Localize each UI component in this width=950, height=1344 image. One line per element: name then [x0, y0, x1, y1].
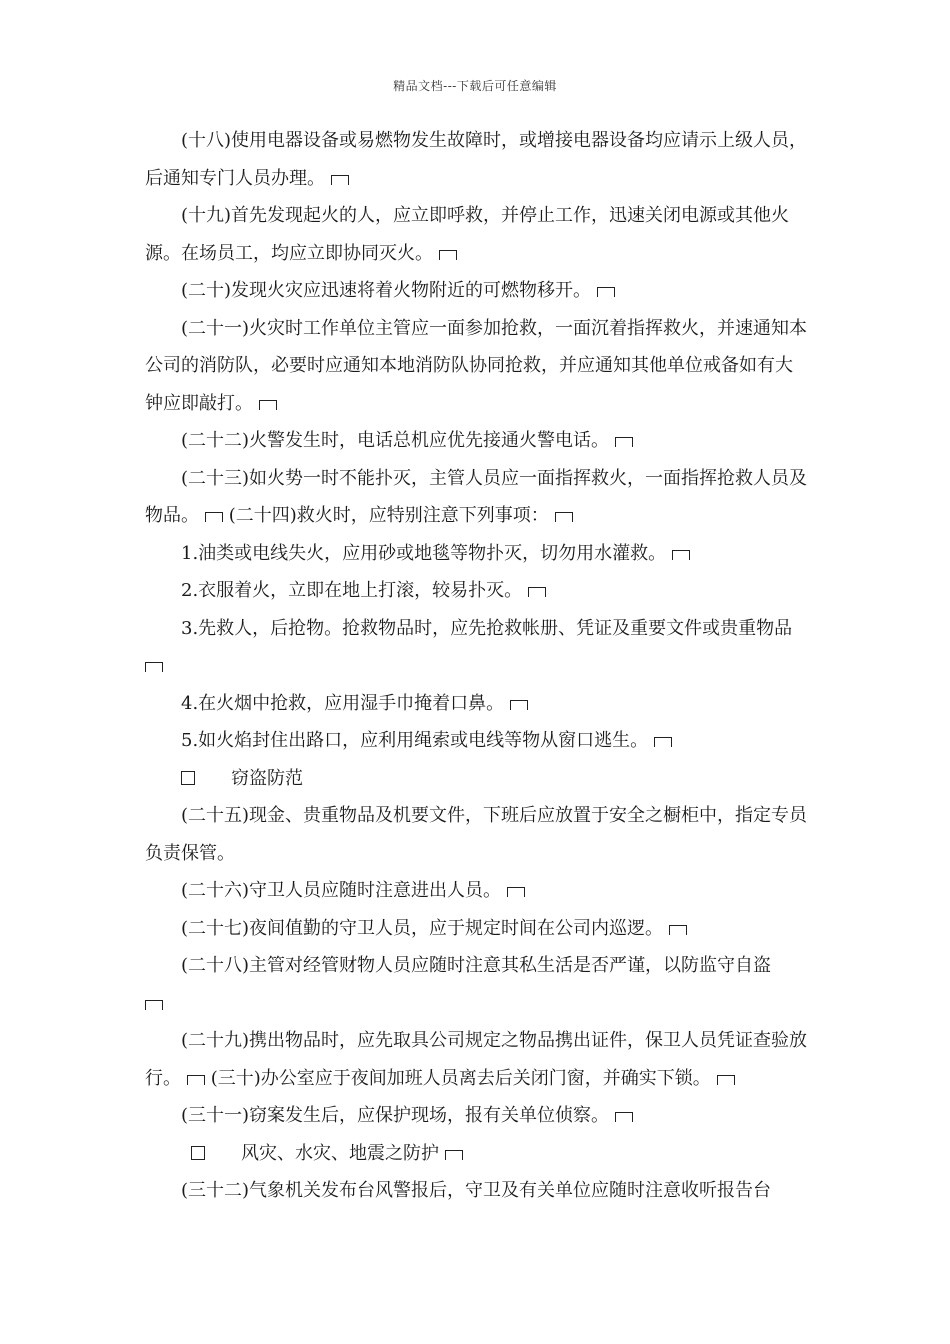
paragraph-text: (三十二)气象机关发布台风警报后，守卫及有关单位应随时注意收听报告台	[181, 1180, 772, 1201]
section-title: 风灾、水灾、地震之防护	[241, 1142, 439, 1164]
paragraph	[145, 272, 810, 310]
paragraph-text: (三十一)窃案发生后，应保护现场，报有关单位侦察。	[181, 1105, 610, 1126]
return-mark-icon	[654, 737, 672, 747]
return-mark-icon	[528, 587, 546, 597]
paragraph-text: (十九)首先发现起火的人，应立即呼救，并停止工作，迅速关闭电源或其他火源。在场员工，均应立即协同灭火。	[145, 205, 790, 264]
paragraph-text: (二十二)火警发生时，电话总机应优先接通火警电话。	[181, 430, 610, 451]
section-heading	[145, 760, 810, 798]
paragraph	[145, 422, 810, 460]
return-mark-icon	[145, 662, 163, 672]
paragraph	[145, 872, 810, 910]
paragraph-text: 4.在火烟中抢救，应用湿手巾掩着口鼻。	[181, 692, 505, 714]
return-mark-icon	[259, 400, 277, 410]
page-header: 精品文档---下载后可任意编辑	[393, 79, 557, 93]
return-mark-icon	[187, 1075, 205, 1085]
return-mark-icon	[145, 1000, 163, 1010]
paragraph	[145, 460, 810, 535]
paragraph-text: (二十)发现火灾应迅速将着火物附近的可燃物移开。	[181, 280, 592, 301]
return-mark-icon	[439, 250, 457, 260]
paragraph	[145, 1097, 810, 1135]
return-mark-icon	[205, 512, 223, 522]
return-mark-icon	[507, 887, 525, 897]
paragraph	[145, 535, 810, 573]
return-mark-icon	[672, 550, 690, 560]
return-mark-icon	[597, 287, 615, 297]
paragraph-text: (二十九)携出物品时，应先取具公司规定之物品携出证件，保卫人员凭证查验放行。	[145, 1030, 808, 1089]
paragraph-text: 2.衣服着火，立即在地上打滚，较易扑灭。	[181, 580, 523, 601]
paragraph	[145, 572, 810, 610]
paragraph	[145, 910, 810, 948]
paragraph	[145, 122, 810, 197]
mark-line	[145, 985, 810, 1023]
return-mark-icon	[717, 1075, 735, 1085]
paragraph-text: 5.如火焰封住出路口，应利用绳索或电线等物从窗口逃生。	[181, 730, 649, 751]
paragraph-text: (二十一)火灾时工作单位主管应一面参加抢救，一面沉着指挥救火，并速通知本公司的消防队，必要时应通知本地消防队协同抢救，并应通知其他单位戒备如有大钟应即敲打。	[145, 317, 808, 414]
mark-line	[145, 647, 810, 685]
checkbox-square-icon	[181, 771, 195, 785]
paragraph-text: (二十六)守卫人员应随时注意进出人员。	[181, 880, 502, 901]
paragraph	[145, 685, 810, 723]
return-mark-icon	[669, 925, 687, 935]
paragraph	[145, 1022, 810, 1097]
paragraph-text: (三十)办公室应于夜间加班人员离去后关闭门窗，并确实下锁。	[205, 1067, 711, 1089]
paragraph	[145, 722, 810, 760]
return-mark-icon	[615, 1112, 633, 1122]
document-body	[145, 122, 810, 1210]
paragraph-text: (二十四)救火时，应特别注意下列事项：	[223, 505, 549, 526]
paragraph-text: (二十八)主管对经管财物人员应随时注意其私生活是否严谨，以防监守自盗	[181, 955, 772, 976]
return-mark-icon	[510, 700, 528, 710]
paragraph-text: (二十三)如火势一时不能扑灭，主管人员应一面指挥救火，一面指挥抢救人员及物品。	[145, 467, 808, 526]
paragraph-text: 3.先救人，后抢物。抢救物品时，应先抢救帐册、凭证及重要文件或贵重物品	[181, 617, 793, 639]
checkbox-square-icon	[191, 1146, 205, 1160]
return-mark-icon	[615, 437, 633, 447]
return-mark-icon	[331, 175, 349, 185]
paragraph-text: (二十五)现金、贵重物品及机要文件，下班后应放置于安全之橱柜中，指定专员负责保管。	[145, 805, 808, 864]
return-mark-icon	[445, 1150, 463, 1160]
section-heading	[145, 1135, 810, 1173]
paragraph	[145, 797, 810, 872]
return-mark-icon	[555, 512, 573, 522]
paragraph-text: 1.油类或电线失火，应用砂或地毯等物扑灭，切勿用水灌救。	[181, 542, 667, 564]
paragraph	[145, 947, 810, 985]
paragraph-text: (二十七)夜间值勤的守卫人员，应于规定时间在公司内巡逻。	[181, 917, 664, 939]
section-title: 窃盗防范	[231, 767, 303, 789]
paragraph	[145, 1172, 810, 1210]
paragraph-text: (十八)使用电器设备或易燃物发生故障时，或增接电器设备均应请示上级人员，后通知专门人员办理。	[145, 130, 808, 189]
paragraph	[145, 197, 810, 272]
paragraph	[145, 310, 810, 423]
paragraph	[145, 610, 810, 648]
